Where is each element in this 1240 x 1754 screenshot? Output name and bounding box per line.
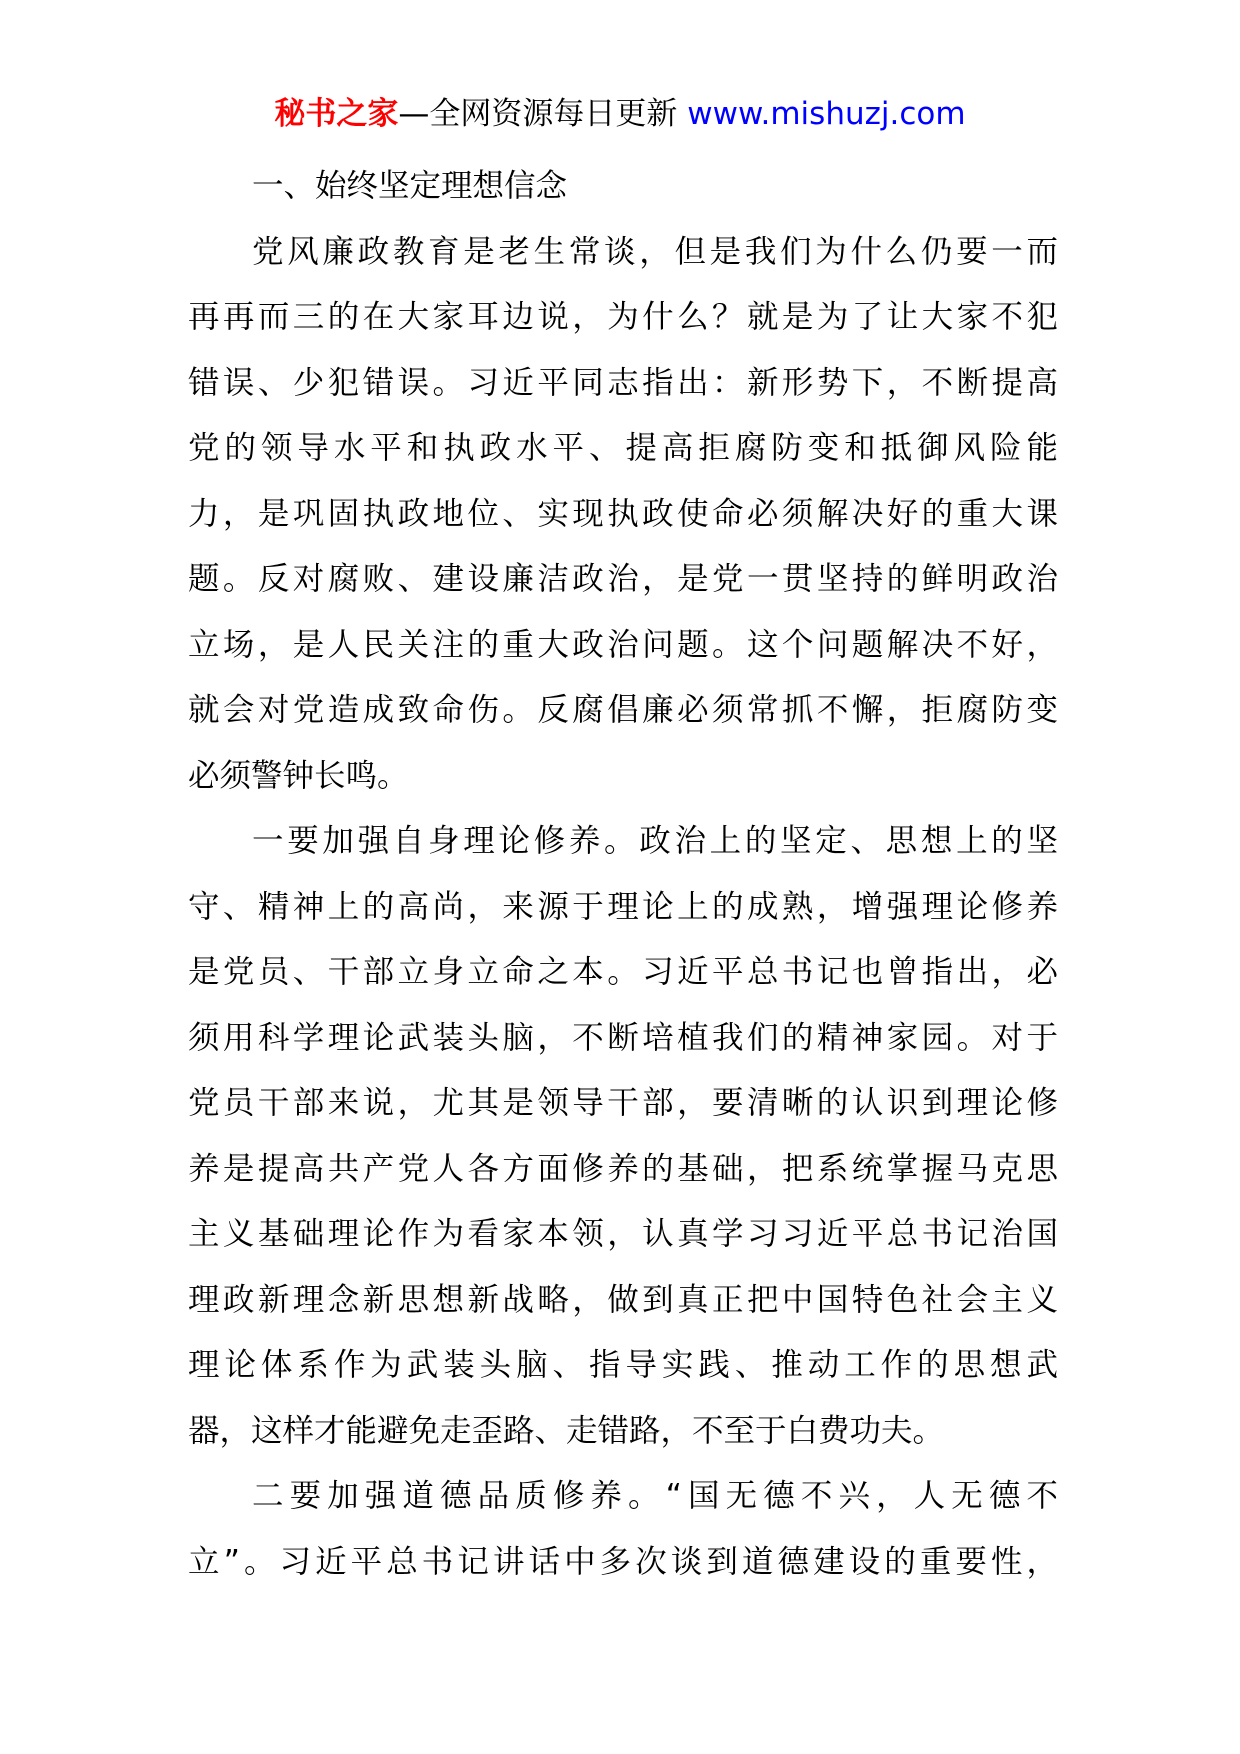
text-line: 力，是巩固执政地位、实现执政使命必须解决好的重大课 — [188, 495, 1058, 532]
brand-name: 秘书之家 — [274, 96, 399, 132]
text-line: 须用科学理论武装头脑，不断培植我们的精神家园。对于 — [188, 1019, 1058, 1056]
text-line: 再再而三的在大家耳边说，为什么？就是为了让大家不犯 — [188, 299, 1058, 335]
text-line: 党的领导水平和执政水平、提高拒腐防变和抵御风险能 — [188, 430, 1058, 466]
text-line: 养是提高共产党人各方面修养的基础，把系统掌握马克思 — [188, 1150, 1058, 1187]
section-heading: 一、始终坚定理想信念 — [252, 168, 568, 204]
page-header — [0, 94, 1240, 134]
document-body — [188, 166, 1058, 1607]
text-line: 器，这样才能避免走歪路、走错路，不至于白费功夫。 — [188, 1412, 945, 1449]
text-line: 理政新理念新思想新战略，做到真正把中国特色社会主义 — [188, 1281, 1058, 1318]
text-line: 立”。习近平总书记讲话中多次谈到道德建设的重要性， — [188, 1543, 1058, 1580]
text-line: 题。反对腐败、建设廉洁政治，是党一贯坚持的鲜明政治 — [188, 561, 1058, 597]
text-line: 必须警钟长鸣。 — [188, 757, 409, 794]
text-line: 就会对党造成致命伤。反腐倡廉必须常抓不懈，拒腐防变 — [188, 692, 1058, 728]
text-line: 二要加强道德品质修养。“国无德不兴，人无德不 — [252, 1478, 1058, 1514]
text-line: 是党员、干部立身立命之本。习近平总书记也曾指出，必 — [188, 954, 1058, 990]
header-tagline: —全网资源每日更新 — [398, 96, 688, 132]
text-line: 错误、少犯错误。习近平同志指出：新形势下，不断提高 — [188, 364, 1058, 401]
text-line: 理论体系作为武装头脑、指导实践、推动工作的思想武 — [188, 1347, 1058, 1383]
text-line: 主义基础理论作为看家本领，认真学习习近平总书记治国 — [188, 1216, 1058, 1252]
text-line: 党员干部来说，尤其是领导干部，要清晰的认识到理论修 — [188, 1085, 1058, 1121]
text-line: 党风廉政教育是老生常谈，但是我们为什么仍要一而 — [252, 233, 1058, 270]
text-line: 立场，是人民关注的重大政治问题。这个问题解决不好， — [188, 626, 1058, 663]
text-line: 守、精神上的高尚，来源于理论上的成熟，增强理论修养 — [188, 888, 1058, 925]
text-line: 一要加强自身理论修养。政治上的坚定、思想上的坚 — [252, 823, 1058, 859]
website-url[interactable]: www.mishuzj.com — [687, 96, 966, 132]
